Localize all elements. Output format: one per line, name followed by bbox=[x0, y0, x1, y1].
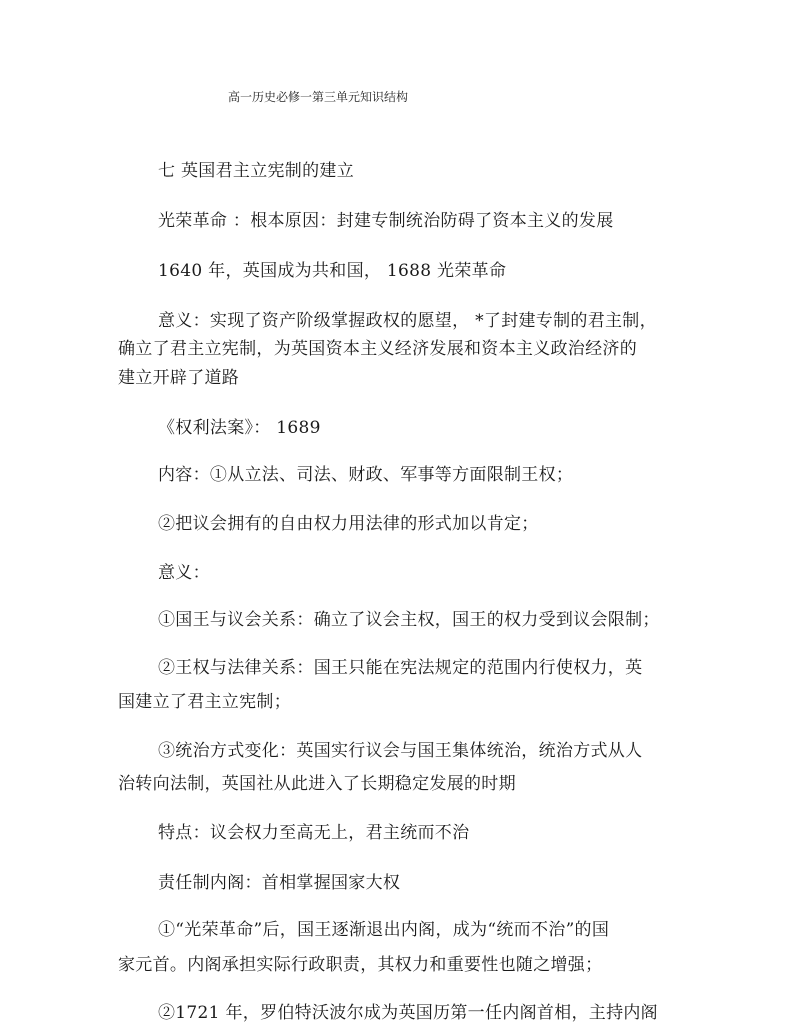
cabinet-heading: 责任制内阁：首相掌握国家大权 bbox=[158, 873, 401, 893]
page-header-title: 高一历史必修一第三单元知识结构 bbox=[228, 90, 409, 104]
significance-paragraph-line-1: 意义：实现了资产阶级掌握政权的愿望， *了封建专制的君主制， bbox=[158, 311, 657, 331]
cabinet-item-2-line-1: ②1721 年，罗伯特沃波尔成为英国历第一任内阁首相，主持内阁 bbox=[158, 1003, 658, 1023]
content-item-2: ②把议会拥有的自由权力用法律的形式加以肯定； bbox=[158, 514, 539, 534]
significance-item-2-line-1: ②王权与法律关系：国王只能在宪法规定的范围内行使权力，英 bbox=[158, 658, 643, 678]
content-item-1: 内容：①从立法、司法、财政、军事等方面限制王权； bbox=[158, 465, 574, 485]
significance-paragraph-line-3: 建立开辟了道路 bbox=[118, 368, 240, 388]
significance-item-1: ①国王与议会关系：确立了议会主权，国王的权力受到议会限制； bbox=[158, 610, 660, 630]
significance-paragraph-line-2: 确立了君主立宪制，为英国资本主义经济发展和资本主义政治经济的 bbox=[118, 339, 637, 359]
timeline-text: 1640 年，英国成为共和国， 1688 光荣革命 bbox=[158, 261, 507, 281]
significance-item-2-line-2: 国建立了君主立宪制； bbox=[118, 692, 291, 712]
section-title: 七 英国君主立宪制的建立 bbox=[158, 161, 355, 181]
glorious-revolution-cause: 光荣革命 ：根本原因：封建专制统治防碍了资本主义的发展 bbox=[158, 211, 614, 231]
significance-item-3-line-1: ③统治方式变化：英国实行议会与国王集体统治，统治方式从人 bbox=[158, 741, 643, 761]
cabinet-item-1-line-1: ①“光荣革命”后，国王逐渐退出内阁，成为“统而不治”的国 bbox=[158, 920, 610, 940]
bill-of-rights-heading: 《权利法案》： 1689 bbox=[158, 418, 321, 438]
significance-item-3-line-2: 治转向法制，英国社从此进入了长期稳定发展的时期 bbox=[118, 774, 516, 794]
significance-label: 意义： bbox=[158, 563, 210, 583]
feature-text: 特点：议会权力至高无上，君主统而不治 bbox=[158, 823, 470, 843]
cabinet-item-1-line-2: 家元首。内阁承担实际行政职责，其权力和重要性也随之增强； bbox=[118, 955, 603, 975]
